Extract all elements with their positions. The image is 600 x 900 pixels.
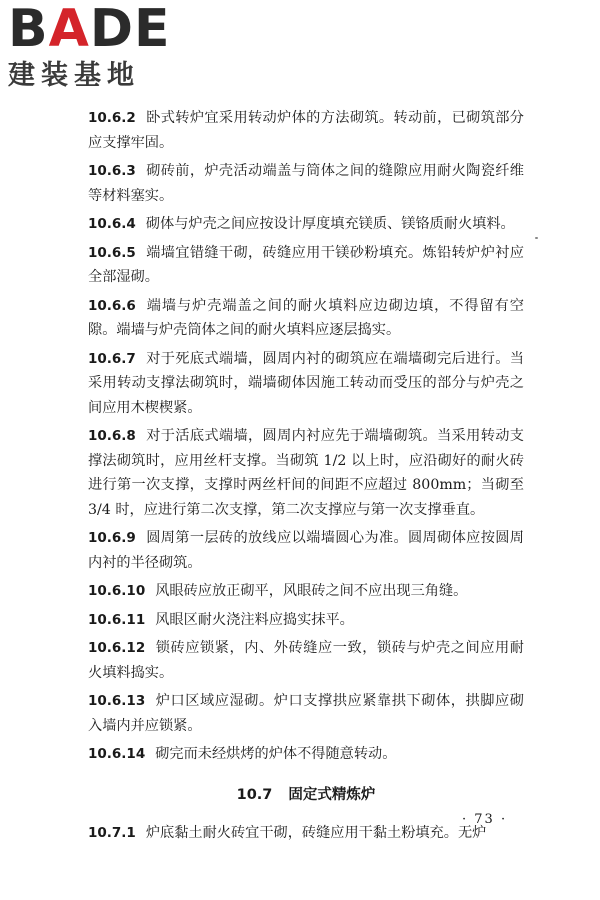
- logo: [8, 2, 183, 94]
- clause-10-6-4: [88, 212, 524, 237]
- document-body: [88, 106, 524, 850]
- section-heading: [88, 783, 524, 808]
- clause-10-6-2: [88, 106, 524, 155]
- clause-number: 10.6.11: [88, 611, 146, 628]
- clause-text: 端墙宜错缝干砌，砖缝应用干镁砂粉填充。炼铅转炉炉衬应全部湿砌。: [88, 244, 524, 285]
- clause-number: 10.6.5: [88, 244, 136, 261]
- clause-text: 锁砖应锁紧，内、外砖缝应一致，锁砖与炉壳之间应用耐火填料捣实。: [88, 640, 524, 681]
- logo-subtitle: 建装基地: [8, 60, 140, 91]
- page-number: · 73 ·: [462, 812, 508, 827]
- section-title: 固定式精炼炉: [288, 786, 376, 803]
- clause-number: 10.6.12: [88, 640, 146, 656]
- clause-number: 10.6.3: [88, 163, 136, 179]
- clause-10-6-10: [88, 579, 524, 604]
- clause-10-6-5: [88, 241, 524, 290]
- clause-10-6-12: [88, 636, 524, 685]
- logo-wordmark: BADE: [8, 0, 171, 59]
- clause-number: 10.6.6: [88, 297, 136, 314]
- clause-10-6-13: [88, 689, 524, 738]
- clause-10-6-9: [88, 526, 524, 575]
- clause-text: 砌体与炉壳之间应按设计厚度填充镁质、镁铬质耐火填料。: [145, 216, 515, 232]
- clause-text: 炉口区域应湿砌。炉口支撑拱应紧靠拱下砌体，拱脚应砌入墙内并应锁紧。: [88, 693, 524, 734]
- clause-10-6-11: [88, 608, 524, 633]
- clause-text: 砌完而未经烘烤的炉体不得随意转动。: [155, 746, 397, 762]
- clause-10-7-1: [88, 821, 524, 846]
- clause-text: 风眼砖应放正砌平，风眼砖之间不应出现三角缝。: [155, 583, 468, 599]
- clause-text: 炉底黏土耐火砖宜干砌，砖缝应用干黏土粉填充。无炉: [145, 825, 487, 841]
- clause-10-6-6: [88, 294, 524, 343]
- clause-10-6-8: [88, 424, 524, 522]
- clause-text: 卧式转炉宜采用转动炉体的方法砌筑。转动前，已砌筑部分应支撑牢固。: [88, 110, 524, 151]
- clause-text: 圆周第一层砖的放线应以端墙圆心为准。圆周砌体应按圆周内衬的半径砌筑。: [88, 530, 524, 571]
- scan-speck: [535, 237, 538, 239]
- clause-number: 10.6.7: [88, 350, 136, 367]
- clause-10-6-14: [88, 742, 524, 767]
- clause-10-6-7: [88, 347, 524, 421]
- clause-number: 10.6.14: [88, 746, 146, 762]
- clause-text: 对于活底式端墙，圆周内衬应先于端墙砌筑。当采用转动支撑法砌筑时，应用丝杆支撑。当砌筑 1/2 以上时，应沿砌好的耐火砖进行第一次支撑，支撑时两丝杆间的间距不应超过 800mm；当砌至 3/4 时，应进行第二次支撑，第二次支撑应与第一次支撑垂直。: [88, 428, 524, 518]
- clause-text: 风眼区耐火浇注料应捣实抹平。: [155, 611, 354, 628]
- clause-number: 10.6.10: [88, 583, 146, 599]
- clause-text: 砌砖前，炉壳活动端盖与筒体之间的缝隙应用耐火陶瓷纤维等材料塞实。: [88, 163, 524, 204]
- clause-text: 对于死底式端墙，圆周内衬的砌筑应在端墙砌完后进行。当采用转动支撑法砌筑时，端墙砌体因施工转动而受压的部分与炉壳之间应用木楔楔紧。: [88, 350, 524, 416]
- logo-accent-letter: A: [48, 0, 90, 59]
- clause-number: 10.7.1: [88, 825, 136, 841]
- clause-number: 10.6.13: [88, 693, 146, 709]
- clause-10-6-3: [88, 159, 524, 208]
- clause-number: 10.6.8: [88, 428, 136, 444]
- clause-number: 10.6.2: [88, 110, 136, 126]
- clause-number: 10.6.4: [88, 216, 136, 232]
- clause-text: 端墙与炉壳端盖之间的耐火填料应边砌边填，不得留有空隙。端墙与炉壳筒体之间的耐火填料应逐层捣实。: [88, 297, 524, 338]
- clause-number: 10.6.9: [88, 530, 136, 546]
- section-number: 10.7: [236, 786, 273, 803]
